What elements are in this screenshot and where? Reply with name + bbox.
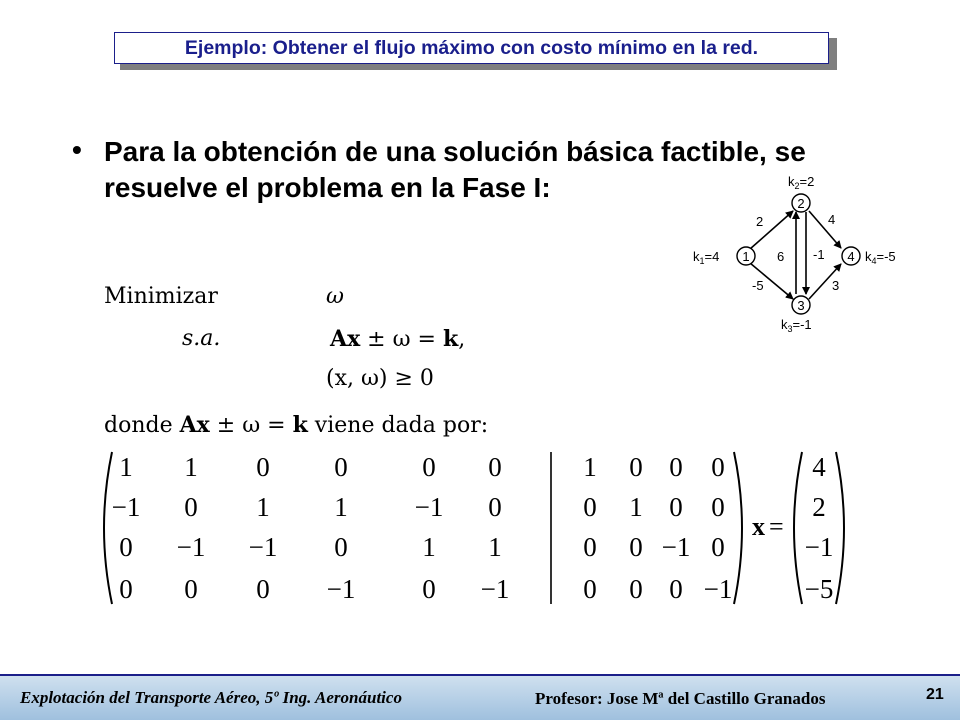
st-label: s.a. [182,326,221,351]
edge-label-2-4: 4 [828,212,836,227]
svg-text:3: 3 [797,298,805,313]
matrix-a-cell: 0 [488,452,502,482]
matrix-a-cell: −1 [480,574,510,604]
where-line: donde Ax ± ω = k viene dada por: [104,412,489,438]
matrix-i-cell: 1 [583,452,597,482]
edge-label-3-4: 3 [832,278,840,293]
matrix-a-cell: 0 [256,452,270,482]
edge-label-3-2: 6 [777,249,785,264]
bullet-line-2: resuelve el problema en la Fase I: [104,172,551,203]
matrix-a-cell: −1 [111,492,141,522]
matrix-i-cell: −1 [661,532,691,562]
matrix-a-cell: −1 [248,532,278,562]
matrix-a-cell: −1 [176,532,206,562]
matrix-a-cell: 1 [119,452,133,482]
matrix-a-cell: −1 [414,492,444,522]
matrix-i-cell: 0 [711,532,725,562]
matrix-i-cell: 0 [669,492,683,522]
matrix-i-cell: 0 [711,492,725,522]
matrix-i-cell: −1 [703,574,733,604]
objective-omega: ω [326,284,344,309]
x-vector-label: x [752,512,765,541]
k-vector-cell: −1 [804,532,834,562]
edge-label-2-3: -1 [813,247,825,262]
matrix-a-cell: 0 [334,452,348,482]
minimize-label: Minimizar [104,284,218,309]
matrix-a-cell: 0 [119,532,133,562]
matrix-a-cell: 0 [184,492,198,522]
k-vector-cell: 2 [812,492,826,522]
matrix-a-cell: 1 [334,492,348,522]
footer-course: Explotación del Transporte Aéreo, 5º Ing. Aeronáutico [20,688,402,707]
matrix-i-cell: 0 [583,574,597,604]
k-vector-cell: −5 [804,574,834,604]
matrix-i-cell: 0 [629,574,643,604]
matrix-a-cell: 0 [119,574,133,604]
matrix-a-cell: 1 [256,492,270,522]
matrix-a-cell: −1 [326,574,356,604]
matrix-i-cell: 0 [629,452,643,482]
bullet-dot: • [72,134,82,165]
k-label-1: $k_1=4$ [693,249,720,266]
matrix-a-cell: 0 [422,452,436,482]
k-label-3: $k_3=-1$ [781,317,812,334]
slide-title: Ejemplo: Obtener el flujo máximo con costo mínimo en la red. [184,36,759,59]
matrix-a-cell: 0 [184,574,198,604]
constraint-eq: Ax ± ω = k, [330,326,466,352]
equals-sign: = [769,512,784,541]
matrix-a-cell: 0 [488,492,502,522]
k-vector-cell: 4 [812,452,826,482]
matrix-i-cell: 1 [629,492,643,522]
edge-label-1-2: 2 [756,214,764,229]
svg-text:4: 4 [847,249,855,264]
matrix-i-cell: 0 [629,532,643,562]
matrix-i-cell: 0 [711,452,725,482]
matrix-i-cell: 0 [669,574,683,604]
matrix-a-cell: 0 [422,574,436,604]
footer-professor: Profesor: Jose Mª del Castillo Granados [535,689,826,708]
page-number: 21 [926,686,944,703]
nonneg-constraint: (x, ω) ≥ 0 [326,366,434,391]
svg-text:1: 1 [742,249,750,264]
k-label-4: $k_4=-5$ [865,249,896,266]
bullet-line-1: Para la obtención de una solución básica factible, se [104,136,806,167]
matrix-a-cell: 0 [256,574,270,604]
matrix-a-cell: 1 [184,452,198,482]
svg-text:2: 2 [797,196,805,211]
matrix-a-cell: 1 [422,532,436,562]
edge-label-1-3: -5 [752,278,764,293]
matrix-a-cell: 0 [334,532,348,562]
matrix-i-cell: 0 [669,452,683,482]
matrix-a-cell: 1 [488,532,502,562]
matrix-i-cell: 0 [583,492,597,522]
matrix-i-cell: 0 [583,532,597,562]
k-label-2: $k_2=2$ [788,174,815,191]
